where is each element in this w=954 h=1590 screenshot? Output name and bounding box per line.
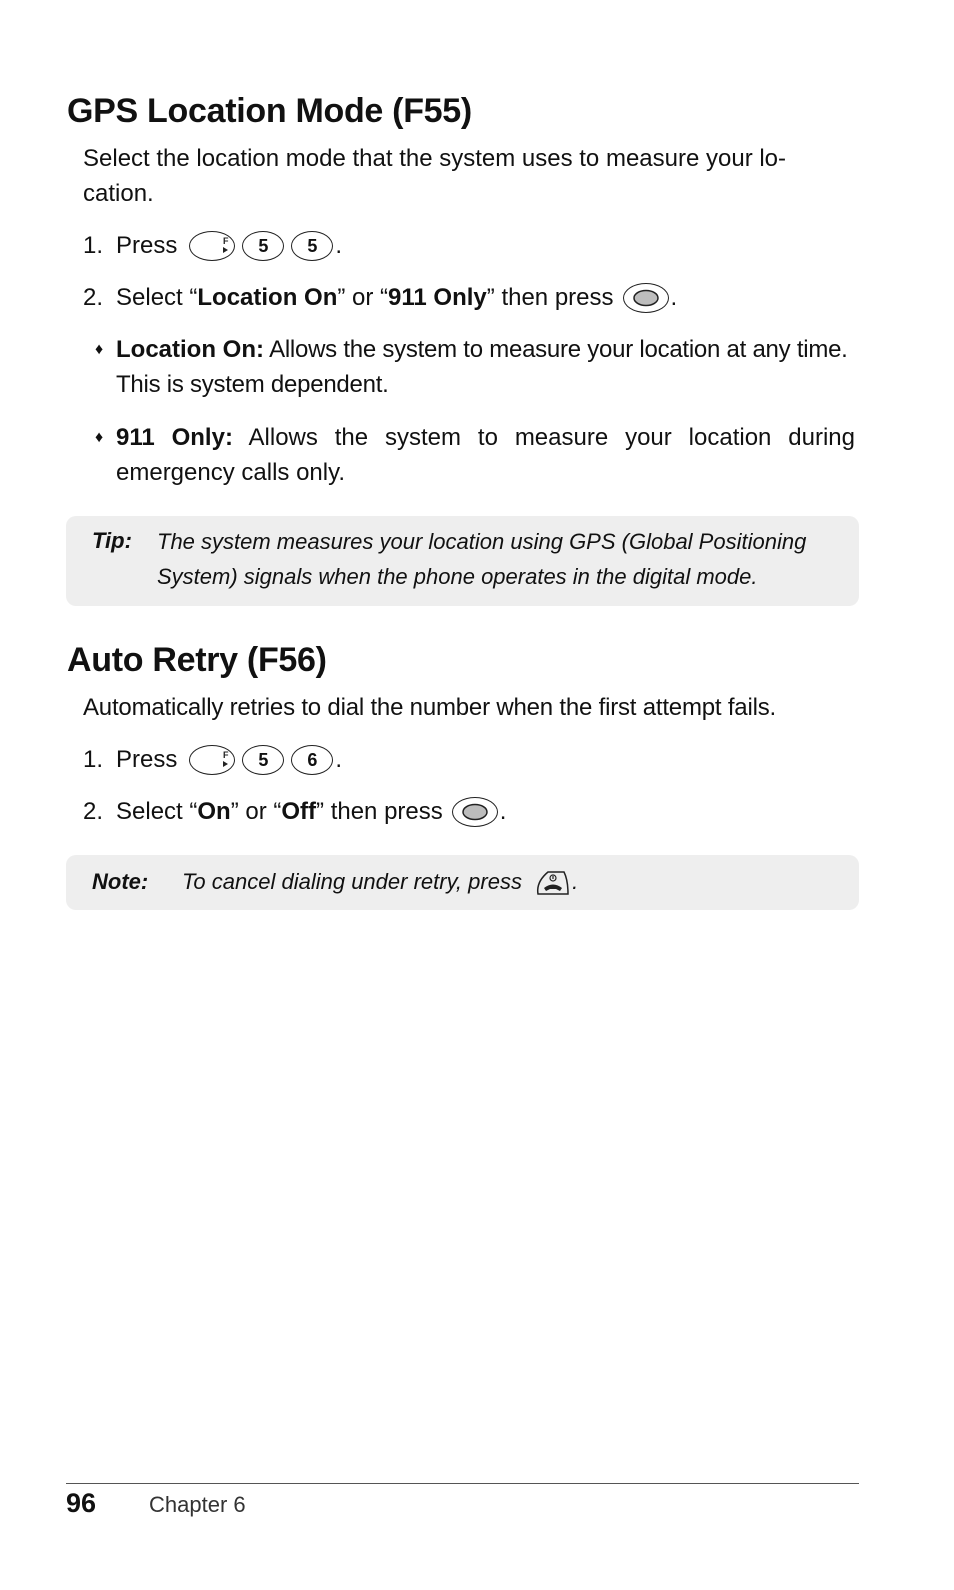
bullet-911-only	[95, 420, 855, 490]
tip-label: Tip:	[92, 528, 132, 553]
svg-text:F: F	[223, 749, 229, 760]
tip-box	[66, 516, 859, 606]
bullet-text: Allows the system to measure your location during emergency calls only.	[116, 424, 855, 486]
step-mid: ” or “	[337, 284, 389, 311]
bullet-term: Location On:	[116, 336, 264, 363]
bullet-location-on	[95, 332, 855, 402]
note-label: Note:	[92, 869, 149, 894]
bullet-diamond-icon: ♦	[95, 429, 104, 446]
step-number: 1.	[83, 746, 104, 773]
step-end: .	[335, 746, 343, 773]
step-end: .	[335, 232, 343, 259]
tip-line-2: System) signals when the phone operates in the digital mode.	[157, 564, 758, 589]
tip-line-1: The system measures your location using GPS (Global Positioning	[157, 529, 807, 554]
function-key-icon	[189, 745, 235, 775]
bullet-text: Allows the system to measure your location at any time. This is system dependent.	[116, 336, 848, 398]
step-1	[83, 742, 342, 777]
intro-line-1: Select the location mode that the system uses to measure your lo-	[83, 145, 787, 172]
section-intro: Automatically retries to dial the number when the first attempt fails.	[83, 694, 776, 721]
note-text-wrap	[182, 864, 578, 899]
step-mid: ” or “	[230, 798, 282, 825]
end-key-icon	[534, 868, 572, 898]
step-2	[83, 280, 677, 315]
digit-key-icon: 5	[291, 231, 333, 261]
note-end: .	[572, 869, 579, 894]
bullet-diamond-icon: ♦	[95, 341, 104, 358]
section-title-auto-retry: Auto Retry (F56)	[67, 641, 327, 679]
section-intro	[83, 141, 853, 211]
option-on: On	[197, 798, 231, 825]
digit-key-icon: 5	[242, 745, 284, 775]
footer-rule	[66, 1483, 859, 1484]
note-text: To cancel dialing under retry, press	[182, 869, 522, 894]
step-1	[83, 228, 342, 263]
step-2	[83, 794, 506, 829]
digit-key-icon: 6	[291, 745, 333, 775]
tip-text	[157, 524, 806, 594]
step-pre: Select “	[116, 798, 198, 825]
ok-key-icon	[452, 797, 498, 827]
ok-key-icon	[623, 283, 669, 313]
step-pre: Select “	[116, 284, 198, 311]
step-end: .	[499, 798, 507, 825]
bullet-term: 911 Only:	[116, 424, 233, 451]
note-box	[66, 855, 859, 910]
option-911-only: 911 Only	[388, 284, 487, 311]
step-text: Press	[116, 232, 178, 259]
step-number: 2.	[83, 284, 104, 311]
function-key-icon	[189, 231, 235, 261]
option-off: Off	[281, 798, 317, 825]
step-post: ” then press	[316, 798, 443, 825]
section-title-gps-location-mode: GPS Location Mode (F55)	[67, 92, 472, 130]
svg-text:F: F	[223, 235, 229, 246]
chapter-label: Chapter 6	[149, 1492, 246, 1517]
step-number: 1.	[83, 232, 104, 259]
step-post: ” then press	[486, 284, 614, 311]
step-end: .	[670, 284, 678, 311]
digit-key-icon: 5	[242, 231, 284, 261]
step-text: Press	[116, 746, 178, 773]
intro-line-2: cation.	[83, 180, 154, 207]
option-location-on: Location On	[197, 284, 338, 311]
step-number: 2.	[83, 798, 104, 825]
page-number: 96	[66, 1488, 97, 1518]
